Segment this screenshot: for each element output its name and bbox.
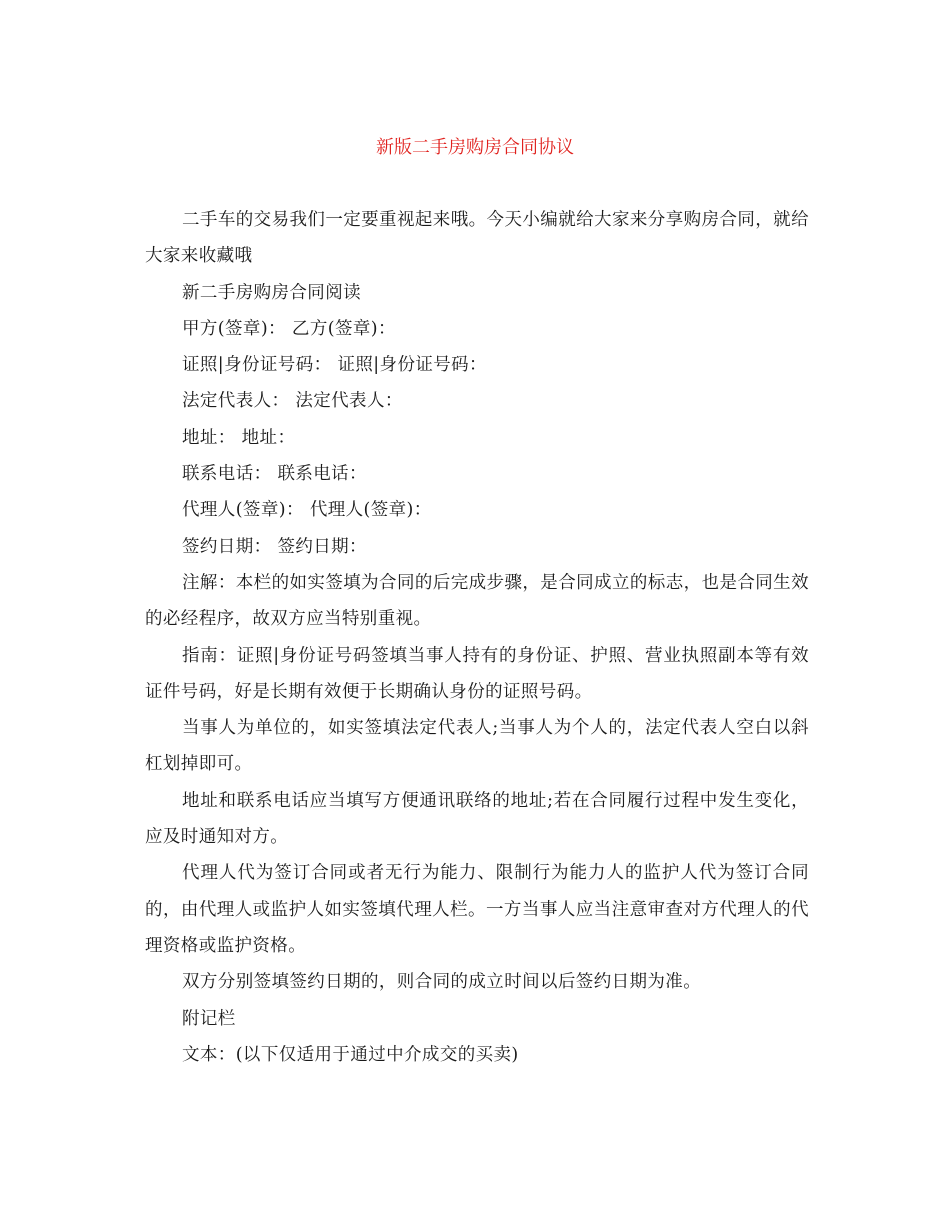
party-type-paragraph: 当事人为单位的，如实签填法定代表人;当事人为个人的，法定代表人空白以斜杠划掉即可。 <box>145 718 809 775</box>
appendix-heading: 附记栏 <box>182 1008 236 1029</box>
text-intermediary-line: 文本：(以下仅适用于通过中介成交的买卖) <box>182 1044 519 1065</box>
date-paragraph: 双方分别签填签约日期的，则合同的成立时间以后签约日期为准。 <box>182 972 702 993</box>
party-signature-line: 甲方(签章)： 乙方(签章)： <box>182 318 396 339</box>
address-line: 地址： 地址： <box>182 427 296 448</box>
agent-paragraph: 代理人代为签订合同或者无行为能力、限制行为能力人的监护人代为签订合同的，由代理人或监护人如实签填代理人栏。一方当事人应当注意审查对方代理人的代理资格或监护资格。 <box>145 863 809 956</box>
signing-date-line: 签约日期： 签约日期： <box>182 536 367 557</box>
section-heading-reading: 新二手房购房合同阅读 <box>182 282 361 303</box>
id-number-line: 证照|身份证号码： 证照|身份证号码： <box>182 355 487 376</box>
document-body <box>145 202 809 1073</box>
contact-paragraph: 地址和联系电话应当填写方便通讯联络的地址;若在合同履行过程中发生变化，应及时通知对方。 <box>145 790 809 848</box>
guide-paragraph: 指南：证照|身份证号码签填当事人持有的身份证、护照、营业执照副本等有效证件号码，好是长期有效便于长期确认身份的证照号码。 <box>145 645 809 702</box>
phone-line: 联系电话： 联系电话： <box>182 464 367 485</box>
note-paragraph: 注解：本栏的如实签填为合同的后完成步骤，是合同成立的标志，也是合同生效的必经程序，故双方应当特别重视。 <box>145 572 809 630</box>
intro-paragraph: 二手车的交易我们一定要重视起来哦。今天小编就给大家来分享购房合同，就给大家来收藏哦 <box>145 210 809 267</box>
document-title: 新版二手房购房合同协议 <box>376 137 574 158</box>
agent-signature-line: 代理人(签章)： 代理人(签章)： <box>182 500 432 521</box>
legal-representative-line: 法定代表人： 法定代表人： <box>182 391 403 412</box>
